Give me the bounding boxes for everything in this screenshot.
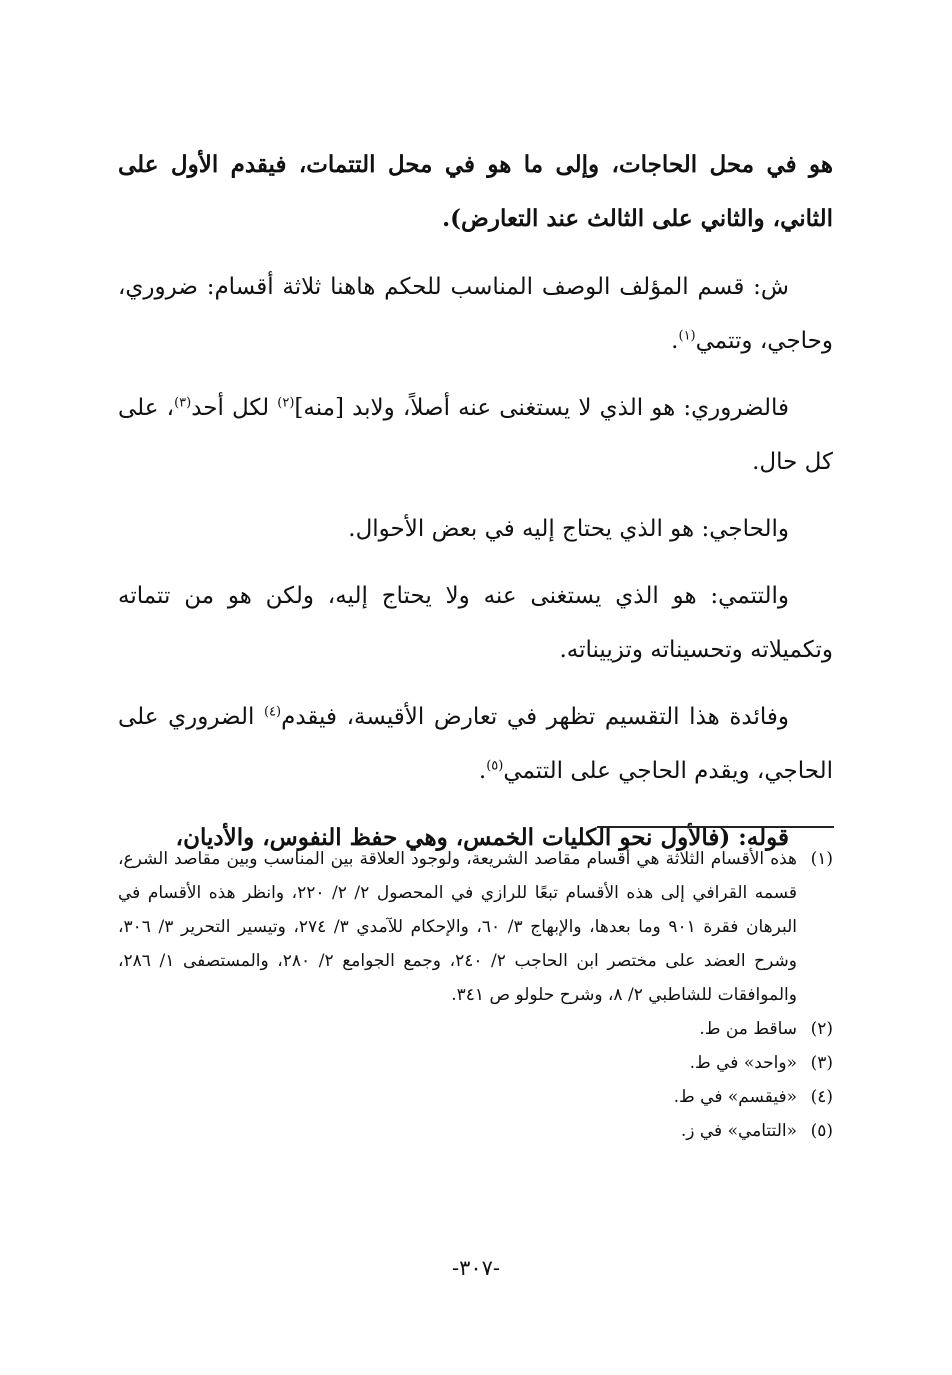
footnote-text: «فيقسم» في ط.: [673, 1087, 797, 1107]
footnote-ref-3[interactable]: (٣): [174, 395, 192, 411]
definition-tatimmi-paragraph: والتتمي: هو الذي يستغنى عنه ولا يحتاج إليه، ولكن هو من تتماته وتكميلاته وتحسيناته وتزييناته.: [118, 583, 833, 663]
footnotes-section: [118, 842, 833, 1148]
main-text: [118, 138, 833, 878]
definition-daruri-paragraph: فالضروري: هو الذي لا يستغنى عنه أصلاً، ولابد [منه]$^{(٢)}$ لكل أحد$^{(٣)}$، على كل حال.: [118, 395, 833, 475]
division-benefit-paragraph: وفائدة هذا التقسيم تظهر في تعارض الأقيسة، فيقدم$^{(٤)}$ الضروري على الحاجي، ويقدم الحاجي على التتمي$^{(٥)}$.: [118, 704, 833, 784]
footnote-ref-4[interactable]: (٤): [263, 704, 282, 720]
commentary-paragraph: ش: قسم المؤلف الوصف المناسب للحكم هاهنا ثلاثة أقسام: ضروري، وحاجي، وتتمي$^{(١)}$.: [118, 274, 833, 354]
footnote-ref-5[interactable]: (٥): [486, 758, 504, 774]
footnote-text: ساقط من ط.: [699, 1019, 797, 1039]
footnote-4: [118, 1080, 833, 1114]
footnote-text: هذه الأقسام الثلاثة هي أقسام مقاصد الشريعة، ولوجود العلاقة بين المناسب وبين مقاصد الشرع، قسمه القرافي إلى هذه الأقسام تبعًا للرازي في المحصول ٢/ ٢/ ٢٢٠، وانظر هذه الأقسام في البرهان فقرة ٩٠١ وما بعدها، والإبهاج ٣/ ٦٠، والإحكام للآمدي ٣/ ٢٧٤، وتيسير التحرير ٣/ ٣٠٦، وشرح العضد على مختصر ابن الحاجب ٢/ ٢٤٠، وجمع الجوامع ٢/ ٢٨٠، والمستصفى ١/ ٢٨٦، والموافقات للشاطبي ٢/ ٨، وشرح حلولو ص ٣٤١.: [118, 849, 798, 1005]
footnote-number: (٤): [810, 1087, 833, 1107]
page-number: -٣٠٧-: [451, 1256, 501, 1280]
quoted-text-paragraph-2: قوله: (فالأول نحو الكليات الخمس، وهي حفظ النفوس، والأديان،: [175, 824, 789, 851]
footnote-text: «واحد» في ط.: [689, 1053, 797, 1073]
footnote-ref-2[interactable]: (٢): [277, 395, 295, 411]
footnote-5: [118, 1114, 833, 1148]
definition-haji-paragraph: والحاجي: هو الذي يحتاج إليه في بعض الأحوال.: [348, 516, 789, 542]
footnote-2: [118, 1012, 833, 1046]
footnote-number: (١): [810, 849, 833, 869]
quoted-text-paragraph: هو في محل الحاجات، وإلى ما هو في محل التتمات، فيقدم الأول على الثاني، والثاني على الثالث عند التعارض).: [118, 151, 833, 232]
footnote-number: (٣): [810, 1053, 833, 1073]
footnote-number: (٥): [810, 1121, 833, 1141]
footnote-3: [118, 1046, 833, 1080]
footnote-number: (٢): [810, 1019, 833, 1039]
footnote-separator: [597, 826, 834, 828]
footnote-ref-1[interactable]: (١): [678, 328, 696, 344]
footnote-text: «التتامي» في ز.: [680, 1121, 797, 1141]
footnote-1: [118, 842, 833, 1012]
